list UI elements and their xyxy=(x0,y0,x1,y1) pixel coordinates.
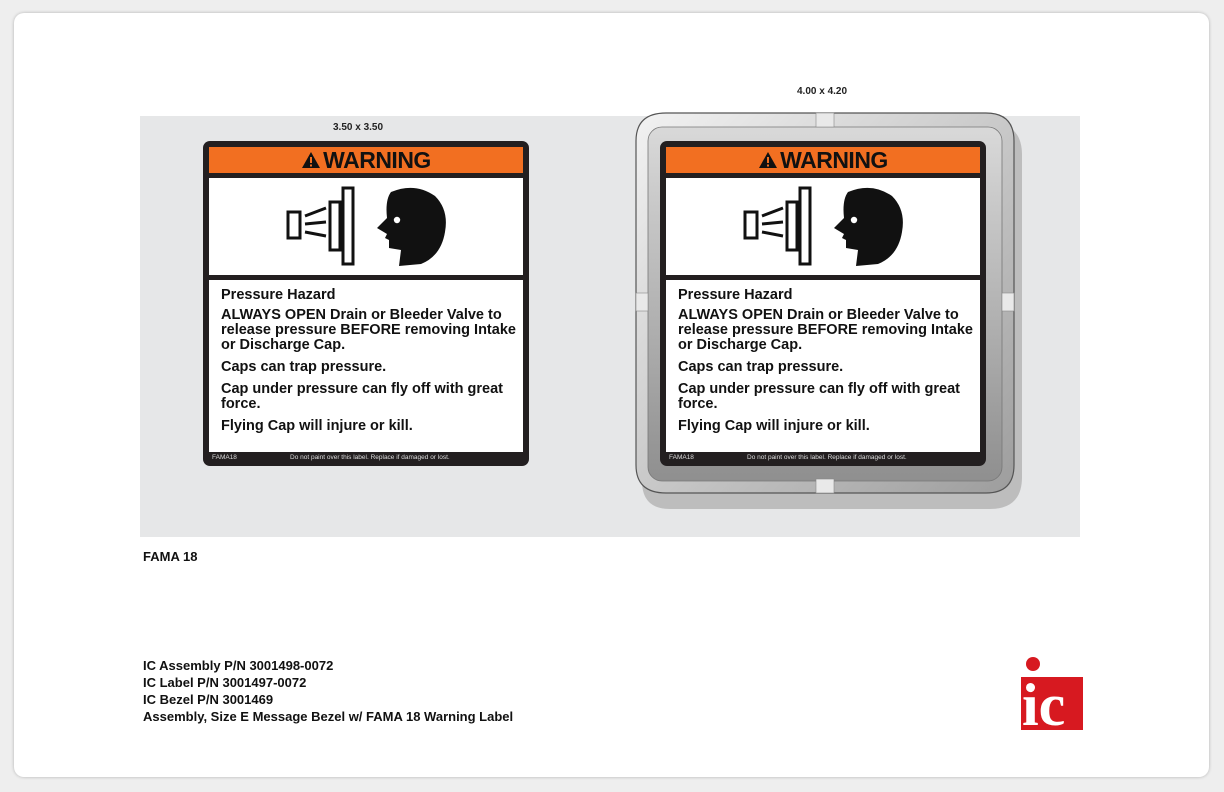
warning-header xyxy=(209,147,523,173)
pictogram-area xyxy=(209,178,523,275)
message-line: Cap under pressure can fly off with great force. xyxy=(678,381,960,412)
ic-logo xyxy=(1018,655,1084,731)
assembly-description: Assembly, Size E Message Bezel w/ FAMA 18 Warning Label xyxy=(143,709,514,724)
hazard-title: Pressure Hazard xyxy=(221,287,336,303)
assembly-part-number: IC Assembly P/N 3001498-0072 xyxy=(143,658,334,673)
label-footer xyxy=(209,453,523,463)
signal-word: WARNING xyxy=(780,146,888,173)
bezel-warning-label xyxy=(660,141,986,466)
label-size-dimension: 3.50 x 3.50 xyxy=(333,122,384,133)
warning-header xyxy=(666,147,980,173)
message-panel xyxy=(666,280,980,452)
product-caption: FAMA 18 xyxy=(143,549,198,564)
logo-text: ic xyxy=(1022,672,1066,731)
message-line: Flying Cap will injure or kill. xyxy=(678,418,870,434)
message-line: ALWAYS OPEN Drain or Bleeder Valve to release pressure BEFORE removing Intake or Discharge Cap. xyxy=(221,307,516,353)
pressure-cap-hazard-icon xyxy=(666,178,980,275)
label-footer-note: Do not paint over this label. Replace if damaged or lost. xyxy=(747,454,907,461)
hazard-title: Pressure Hazard xyxy=(678,287,793,303)
label-footer xyxy=(666,453,980,463)
message-line: ALWAYS OPEN Drain or Bleeder Valve to release pressure BEFORE removing Intake or Discharge Cap. xyxy=(678,307,973,353)
message-line: Caps can trap pressure. xyxy=(221,359,387,375)
warning-label xyxy=(203,141,529,466)
message-line: Cap under pressure can fly off with great force. xyxy=(221,381,503,412)
pictogram-area xyxy=(666,178,980,275)
label-footer-note: Do not paint over this label. Replace if damaged or lost. xyxy=(290,454,450,461)
signal-word: WARNING xyxy=(323,146,431,173)
message-line: Caps can trap pressure. xyxy=(678,359,844,375)
part-number-block xyxy=(143,657,513,725)
label-part-number: IC Label P/N 3001497-0072 xyxy=(143,675,307,690)
pressure-cap-hazard-icon xyxy=(209,178,523,275)
bezel-size-dimension: 4.00 x 4.20 xyxy=(797,86,848,97)
label-code: FAMA18 xyxy=(212,454,237,461)
warning-triangle-icon xyxy=(301,151,321,169)
label-code: FAMA18 xyxy=(669,454,694,461)
message-line: Flying Cap will injure or kill. xyxy=(221,418,413,434)
bezel-part-number: IC Bezel P/N 3001469 xyxy=(143,692,274,707)
message-panel xyxy=(209,280,523,452)
warning-triangle-icon xyxy=(758,151,778,169)
